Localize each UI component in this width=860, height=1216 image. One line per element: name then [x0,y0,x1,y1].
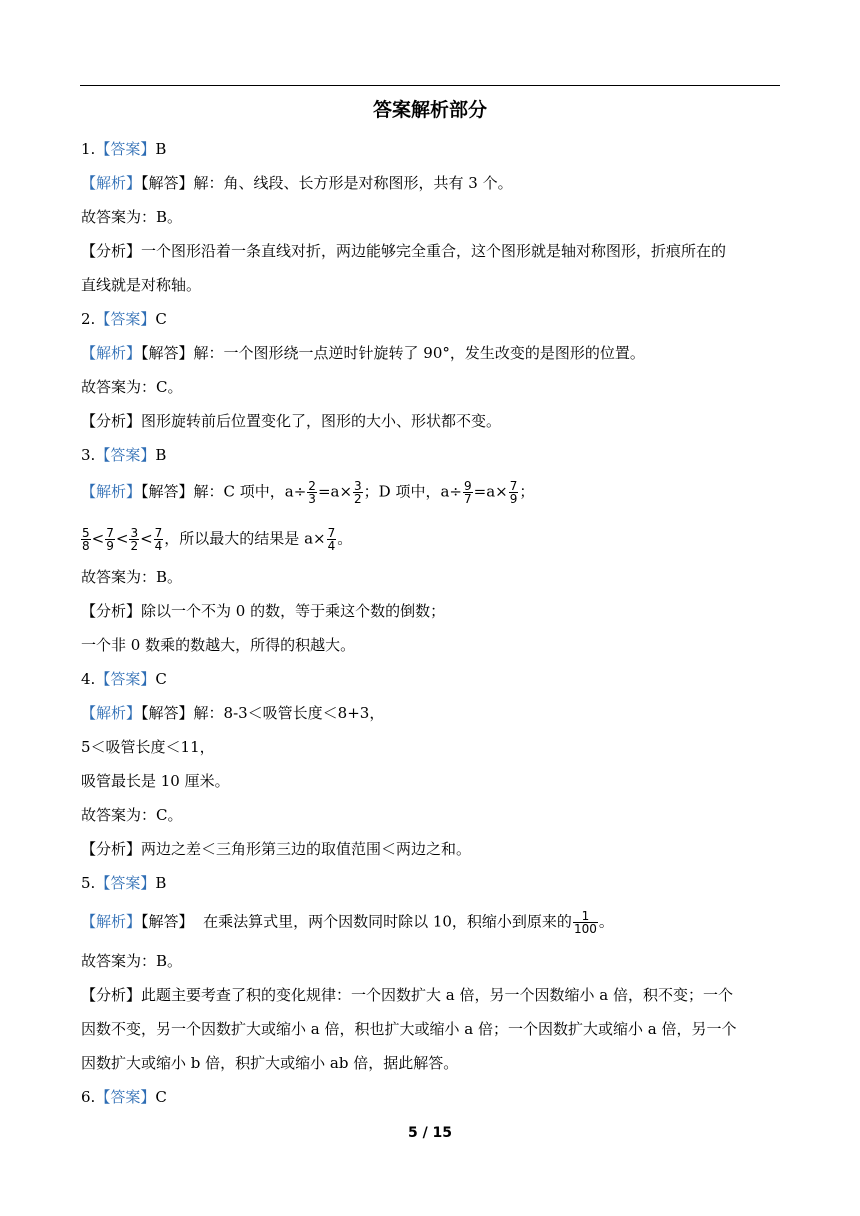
answer-tag: 【答案】 [95,670,156,688]
less-than-sign: < [91,529,105,548]
q3-answer: B [155,446,167,464]
fraction-denominator: 2 [130,539,139,553]
fraction-denominator: 8 [82,539,90,553]
fraction-numerator: 3 [354,479,362,493]
q3-analysis-line-2: 一个非 0 数乘的数越大，所得的积越大。 [81,636,356,654]
answer-tag: 【答案】 [95,874,156,892]
q1-solution: 解：角、线段、长方形是对称图形，共有 3 个。 [193,174,513,192]
analysis-tag: 【解析】 [81,174,142,192]
q4-number: 4. [81,670,96,688]
fraction [509,480,519,505]
fraction [307,480,317,505]
q3-solution-c: ；D 项中，a÷ [363,482,462,501]
q4-analysis-text: 两边之差＜三角形第三边的取值范围＜两边之和。 [141,840,472,858]
fraction-denominator: 9 [106,539,114,553]
fenxi-tag: 【分析】 [81,242,142,260]
answer-tag: 【答案】 [95,310,156,328]
fraction [129,527,139,552]
fraction [327,527,337,552]
fraction-denominator: 3 [308,492,316,506]
q3-analysis-text-1: 除以一个不为 0 的数，等于乘这个数的倒数； [141,602,446,620]
q4-solution-line-1 [81,703,384,723]
fraction-numerator: 7 [106,526,114,540]
q3-comparison-line [81,527,352,552]
q2-conclusion: 故答案为：C。 [81,378,183,396]
q2-number: 2. [81,310,96,328]
q4-conclusion: 故答案为：C。 [81,806,183,824]
fraction-numerator: 7 [509,479,518,493]
q1-answer: B [155,140,167,158]
solution-tag: 【解答】 [141,704,194,722]
q5-analysis-line-3: 因数扩大或缩小 b 倍，积扩大或缩小 ab 倍，据此解答。 [81,1054,459,1072]
fenxi-tag: 【分析】 [81,412,142,430]
q5-conclusion: 故答案为：B。 [81,952,183,970]
q3-comparison-text: ，所以最大的结果是 a× [164,529,326,548]
less-than-sign: < [115,529,129,548]
q5-analysis-line-1 [81,985,733,1005]
q5-solution-line [81,910,614,935]
fenxi-tag: 【分析】 [81,840,142,858]
q3-solution-d: =a× [473,482,508,501]
analysis-tag: 【解析】 [81,482,142,501]
fenxi-tag: 【分析】 [81,986,142,1004]
fraction-denominator: 100 [573,922,597,936]
fraction [573,910,598,935]
fenxi-tag: 【分析】 [81,602,142,620]
q3-solution-e: ； [519,482,535,501]
q1-conclusion: 故答案为：B。 [81,208,183,226]
q4-solution-line-3: 吸管最长是 10 厘米。 [81,772,230,790]
q5-solution: 在乘法算式里，两个因数同时除以 10，积缩小到原来的 [193,912,572,931]
analysis-tag: 【解析】 [81,912,142,931]
answer-tag: 【答案】 [95,1088,156,1106]
q1-solution-line [81,173,513,193]
fraction-numerator: 9 [463,479,472,493]
q2-solution-line [81,343,645,363]
fraction-denominator: 7 [463,492,472,506]
q2-solution: 解：一个图形绕一点逆时针旋转了 90°，发生改变的是图形的位置。 [193,344,645,362]
q3-answer-line [81,445,166,465]
q5-analysis-line-2: 因数不变，另一个因数扩大或缩小 a 倍，积也扩大或缩小 a 倍；一个因数扩大或缩小 a 倍，另一个 [81,1020,737,1038]
q3-solution-b: =a× [317,482,353,501]
q4-solution-1: 解：8-3＜吸管长度＜8+3， [193,704,385,722]
answer-tag: 【答案】 [95,140,156,158]
analysis-tag: 【解析】 [81,344,142,362]
q3-number: 3. [81,446,96,464]
fraction [463,480,473,505]
q3-comparison-end: 。 [337,529,353,548]
q5-answer-line [81,873,166,893]
q5-analysis-text-1: 此题主要考查了积的变化规律：一个因数扩大 a 倍，另一个因数缩小 a 倍，积不变；一个 [141,986,733,1004]
fraction [81,527,91,552]
fraction-denominator: 9 [509,492,518,506]
q1-number: 1. [81,140,96,158]
q1-analysis-text-1: 一个图形沿着一条直线对折，两边能够完全重合，这个图形就是轴对称图形，折痕所在的 [141,242,727,260]
fraction [353,480,363,505]
fraction-numerator: 3 [130,526,139,540]
q1-answer-line [81,139,166,159]
q2-analysis-text: 图形旋转前后位置变化了，图形的大小、形状都不变。 [141,412,502,430]
q1-analysis-line-2: 直线就是对称轴。 [81,276,202,294]
fraction-numerator: 5 [82,526,90,540]
q3-conclusion: 故答案为：B。 [81,568,183,586]
solution-tag: 【解答】 [141,482,194,501]
fraction-numerator: 2 [308,479,316,493]
fraction-numerator: 7 [154,526,163,540]
q2-analysis-line [81,411,501,431]
solution-tag: 【解答】 [141,912,194,931]
q4-solution-line-2: 5＜吸管长度＜11， [81,738,215,756]
q3-solution-a: 解：C 项中，a÷ [193,482,307,501]
q4-analysis-line [81,839,471,859]
q6-answer-line [81,1087,167,1107]
fraction-numerator: 7 [327,526,336,540]
q5-number: 5. [81,874,96,892]
page-title: 答案解析部分 [372,99,487,121]
fraction-numerator: 1 [573,910,598,923]
answer-tag: 【答案】 [95,446,156,464]
solution-tag: 【解答】 [141,344,194,362]
q5-solution-end: 。 [598,912,614,931]
q5-answer: B [155,874,167,892]
q6-number: 6. [81,1088,96,1106]
q4-answer: C [155,670,167,688]
fraction-denominator: 2 [354,492,362,506]
q4-answer-line [81,669,167,689]
header-rule [80,85,780,86]
fraction-denominator: 4 [154,539,163,553]
q3-solution-line [81,480,534,505]
q6-answer: C [155,1088,167,1106]
fraction [154,527,164,552]
analysis-tag: 【解析】 [81,704,142,722]
q2-answer: C [155,310,167,328]
page-number: 5 / 15 [407,1125,453,1141]
fraction [105,527,115,552]
solution-tag: 【解答】 [141,174,194,192]
fraction-denominator: 4 [327,539,336,553]
less-than-sign: < [140,529,153,548]
q2-answer-line [81,309,167,329]
q1-analysis-line-1 [81,241,726,261]
q3-analysis-line-1 [81,601,445,621]
